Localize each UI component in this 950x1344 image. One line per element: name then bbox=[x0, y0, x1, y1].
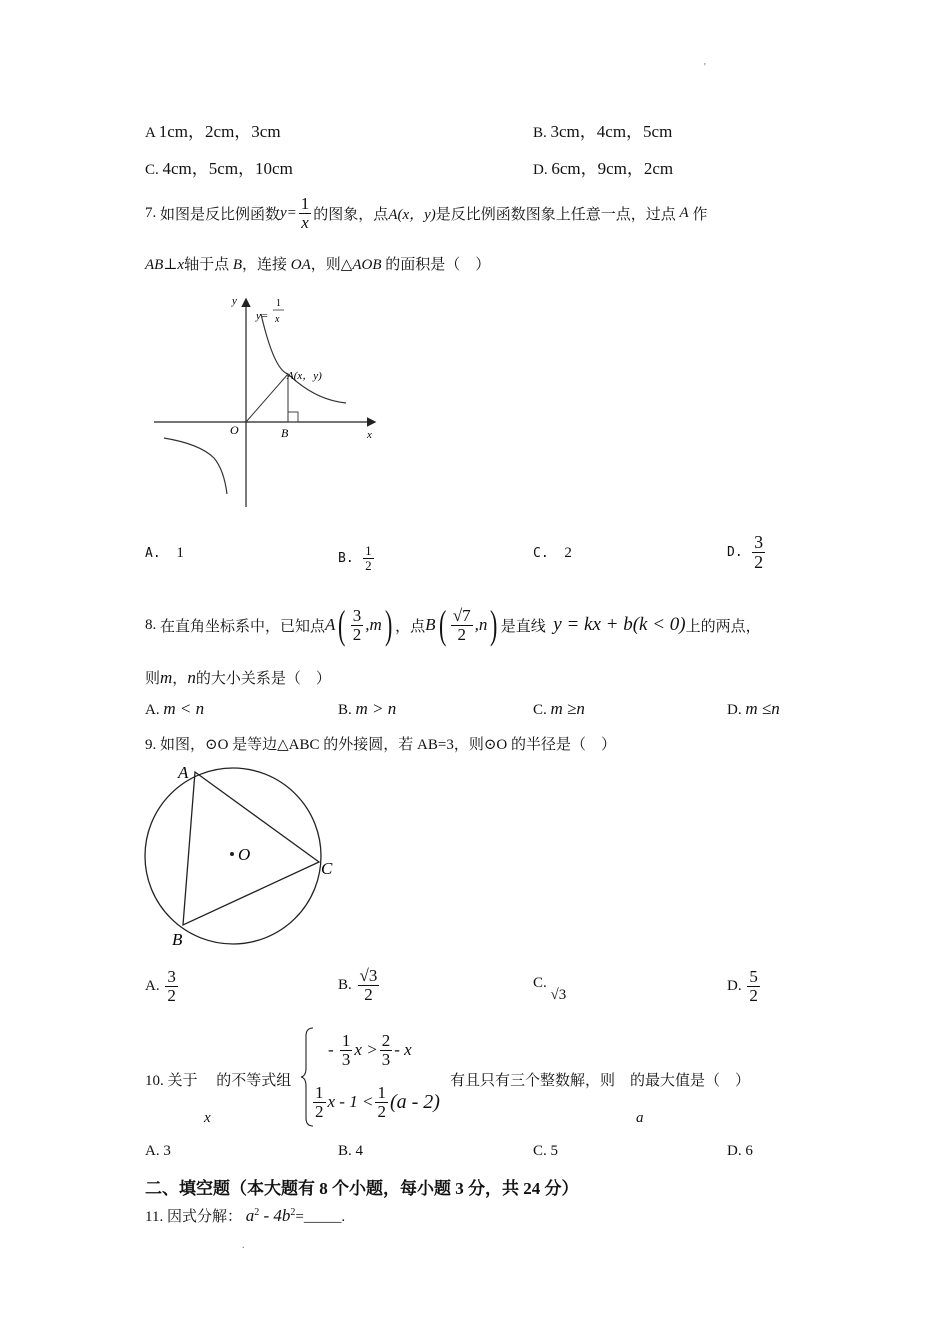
triangle-abc bbox=[183, 772, 319, 925]
q8-stem-line2: 则m，n的大小关系是（ ） bbox=[145, 668, 331, 687]
right-angle-mark bbox=[288, 412, 298, 422]
q8-option-c: C. m ≥n bbox=[533, 699, 585, 718]
q7-hyperbola-graph bbox=[150, 292, 380, 512]
vertex-c-label: C bbox=[321, 859, 333, 878]
q11-stem: 11. 因式分解： $a^2$ - $4b^2=\_\_\_\_\_$. bbox=[145, 1206, 346, 1225]
section-heading: 二、填空题（本大题有 8 个小题，每小题 3 分，共 24 分） bbox=[145, 1179, 579, 1198]
circumcircle bbox=[145, 768, 321, 944]
q7-stem-line2: AB⊥x轴于点 B，连接 OA，则△AOB 的面积是（ ） bbox=[145, 257, 491, 273]
q8-option-d: D. m ≤n bbox=[727, 699, 780, 718]
origin-label: O bbox=[230, 423, 239, 437]
q10-option-c: C. 5 bbox=[533, 1143, 559, 1159]
q9-circle-figure bbox=[138, 758, 348, 953]
q6-option-c: C. 4cm，5cm，10cm bbox=[145, 159, 293, 178]
q10-inequality-1: - $\frac{1}{3}$ x > $\frac{2}{3}$ - x bbox=[328, 1030, 412, 1069]
q10-var-x: x bbox=[204, 1110, 211, 1126]
footer-mark: . bbox=[242, 1240, 245, 1251]
q7-option-a: A. 1 bbox=[145, 545, 184, 561]
q9-option-c: C. √3 bbox=[533, 975, 567, 1003]
q7-option-b: B. $\frac{1}{2}$ bbox=[338, 542, 372, 573]
center-label: O bbox=[238, 845, 251, 864]
q10-option-b: B. 4 bbox=[338, 1143, 364, 1159]
x-axis-label: x bbox=[367, 429, 372, 441]
q9-stem: 9. 如图，⊙O 是等边△ABC 的外接圆，若 AB=3，则⊙O 的半径是（ ） bbox=[145, 737, 616, 753]
q9-option-a: A. $\frac{3}{2}$ bbox=[145, 966, 176, 1005]
q6-option-b: B. 3cm，4cm，5cm bbox=[533, 122, 673, 141]
q9-option-d: D. $\frac{5}{2}$ bbox=[727, 966, 758, 1005]
q10-option-a: A. 3 bbox=[145, 1143, 171, 1159]
q7-stem-line1: 7. 如图是反比例函数 y= $\frac{1}{x}$ 的图象，点 A(x，y) 是反比例函数图象上任意一点，过点 A 作 bbox=[145, 193, 708, 232]
q8-option-b: B. m > n bbox=[338, 699, 397, 718]
q8-option-a: A. m < n bbox=[145, 699, 205, 718]
vertex-b-label: B bbox=[172, 930, 183, 949]
curve-label-y: y= bbox=[256, 310, 269, 322]
curve-label-num: 1 bbox=[276, 298, 281, 309]
q8-stem-line1: 8. 在直角坐标系中，已知点 A ( $\frac{3}{2}$ ,m ) ，点 B ( $\frac{√7}{2}$ ,n ) 是直线 y = kx + b(k < 0) 上的两点， bbox=[145, 602, 761, 647]
curve-label-den: x bbox=[275, 314, 280, 325]
center-point bbox=[230, 852, 234, 856]
q7-option-d: D. $\frac{3}{2}$ bbox=[727, 531, 764, 572]
q9-option-b: B. $\frac{√3}{2}$ bbox=[338, 965, 378, 1004]
q10-stem-b: 有且只有三个整数解，则 的最大值是（ ） bbox=[450, 1073, 751, 1089]
point-a-label: A(x，y) bbox=[287, 370, 322, 382]
q10-option-d: D. 6 bbox=[727, 1143, 753, 1159]
vertex-a-label: A bbox=[178, 763, 189, 782]
q6-option-a: A 1cm，2cm，3cm bbox=[145, 122, 281, 141]
point-b-label: B bbox=[281, 426, 289, 440]
q7-option-c: C. 2 bbox=[533, 545, 572, 561]
q10-stem-a: 10. 关于 的不等式组 bbox=[145, 1073, 292, 1089]
y-axis-label: y bbox=[232, 295, 237, 307]
header-mark: ' bbox=[704, 62, 706, 73]
q6-option-d: D. 6cm，9cm，2cm bbox=[533, 159, 674, 178]
hyperbola-branch-q3 bbox=[164, 438, 227, 494]
segment-oa bbox=[246, 374, 288, 422]
q10-var-a: a bbox=[636, 1110, 644, 1126]
q10-inequality-2: $\frac{1}{2}$ x - 1 < $\frac{1}{2}$ (a - 2) bbox=[315, 1082, 440, 1121]
